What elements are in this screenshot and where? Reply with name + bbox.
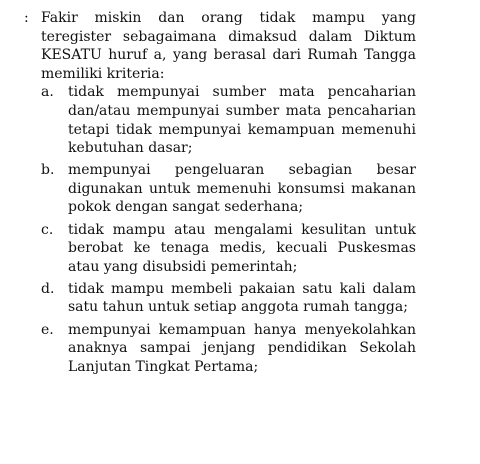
- criteria-letter: d.: [41, 280, 55, 297]
- criteria-item-b: [41, 161, 416, 217]
- criteria-text: tidak mampu atau mengalami kesulitan untuk berobat ke tenaga medis, kecuali Puskesmas atau yang disubsidi pemerintah;: [68, 221, 416, 275]
- criteria-item-e: [41, 321, 416, 377]
- criteria-text: mempunyai pengeluaran sebagian besar digunakan untuk memenuhi konsumsi makanan pokok dengan sangat sederhana;: [68, 162, 416, 216]
- criteria-list: [41, 83, 416, 376]
- criteria-letter: e.: [41, 321, 54, 338]
- clause-content: [41, 9, 416, 376]
- criteria-text: tidak mempunyai sumber mata pencaharian dan/atau mempunyai sumber mata pencaharian tetapi tidak mempunyai kemampuan memenuhi kebutuhan dasar;: [68, 84, 416, 157]
- clause-intro: Fakir miskin dan orang tidak mampu yang teregister sebagaimana dimaksud dalam Diktum KESATU huruf a, yang berasal dari Rumah Tangga memiliki kriteria:: [41, 10, 416, 82]
- clause-separator: :: [24, 10, 29, 26]
- criteria-item-d: [41, 280, 416, 317]
- criteria-item-c: [41, 221, 416, 277]
- criteria-letter: b.: [41, 162, 55, 179]
- criteria-letter: a.: [41, 84, 54, 101]
- legal-document-excerpt: [24, 9, 416, 376]
- criteria-item-a: [41, 83, 416, 157]
- criteria-text: mempunyai kemampuan hanya menyekolahkan anaknya sampai jenjang pendidikan Sekolah Lanjutan Tingkat Pertama;: [68, 321, 416, 375]
- criteria-letter: c.: [41, 221, 54, 238]
- criteria-text: tidak mampu membeli pakaian satu kali dalam satu tahun untuk setiap anggota rumah tangga;: [68, 280, 416, 316]
